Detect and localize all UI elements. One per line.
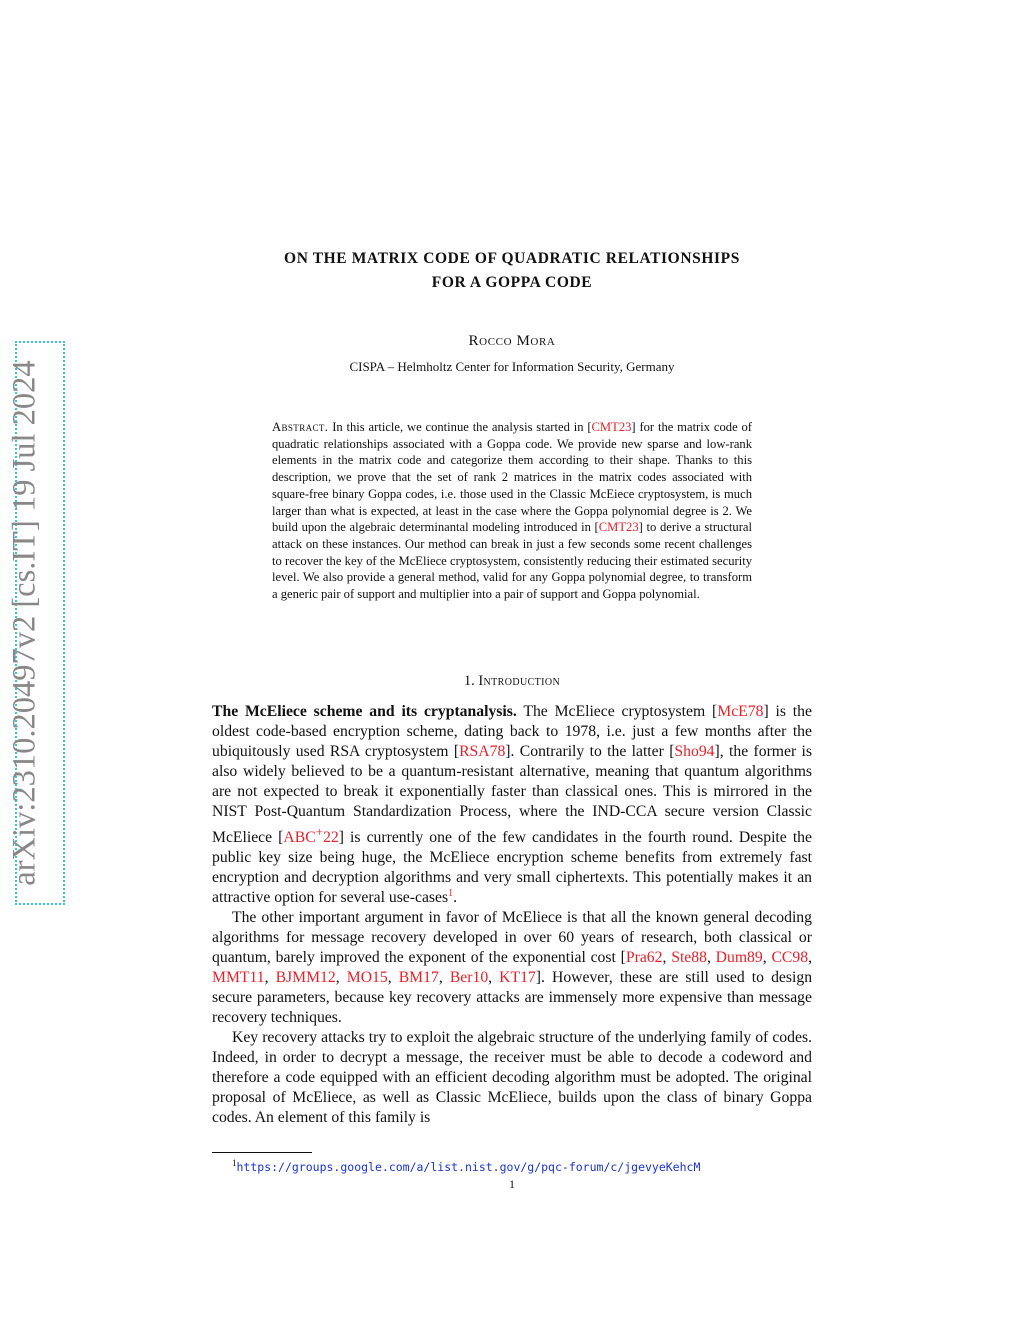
paragraph — [212, 702, 812, 908]
paper-title — [212, 247, 812, 295]
citation-link[interactable]: Dum89 — [715, 949, 763, 967]
title-line-1: ON THE MATRIX CODE OF QUADRATIC RELATIONSHIPS — [284, 250, 740, 267]
citation-separator: , — [706, 949, 716, 967]
abstract-text: ] for the matrix code of quadratic relationships associated with a Goppa code. We provide new sparse and low-rank elements in the matrix code and categorize them according to their shape. Thanks to this description, we prove that the set of rank 2 matrices in the matrix codes associated with square-free binary Goppa codes, i.e. those used in the Classic McEiece cryptosystem, is much larger than what is expected, at least in the case where the Goppa polynomial degree is 2. We build upon the algebraic determinantal modeling introduced in [ — [272, 420, 752, 535]
section-heading — [212, 673, 812, 690]
abstract-text: In this article, we continue the analysis started in [ — [328, 420, 592, 434]
citation-separator: , — [387, 969, 399, 987]
paragraph-text: ]. However, these are still used to design secure parameters, because key recovery attacks are immensely more expensive than message recovery techniques. — [212, 969, 813, 1027]
citation-separator: , — [808, 949, 812, 967]
citation-link[interactable]: Ber10 — [449, 969, 489, 987]
citation-link[interactable]: Sho94 — [674, 743, 715, 760]
paragraph-text: ] is currently one of the few candidates in the fourth round. Despite the public key size being huge, the McEliece encryption scheme benefits from extremely fast encryption and decryption algorithms and very small ciphertexts. This potentially makes it an attractive option for several use-cases — [212, 829, 812, 907]
author-name: Rocco Mora — [468, 333, 556, 349]
abstract-text: ] to derive a structural attack on these instances. Our method can break in just a few seconds some recent challenges to recover the key of the McEliece cryptosystem, consistently reducing their estimated security level. We also provide a general method, valid for any Goppa polynomial degree, to transform a generic pair of support and multiplier into a pair of support and Goppa polynomial. — [272, 520, 752, 602]
citation-separator: , — [662, 949, 672, 967]
citation-text: ABC — [283, 829, 316, 847]
section-title: Introduction — [478, 673, 561, 689]
citation-superscript: + — [315, 824, 324, 839]
citation-separator: , — [488, 969, 500, 987]
citation-link[interactable]: MO15 — [346, 969, 388, 987]
citation-text: 22 — [323, 829, 339, 847]
citation-link[interactable]: BJMM12 — [275, 969, 336, 987]
paragraph-text: The other important argument in favor of McEliece is that all the known general decoding algorithms for message recovery developed in over 60 years of research, both classical or quantum, barely improved the exponent of the exponential cost [ — [212, 909, 812, 967]
footnote — [232, 1158, 700, 1174]
citation-link[interactable]: CMT23 — [598, 520, 639, 535]
citation-link[interactable]: Pra62 — [625, 949, 663, 967]
citation-link[interactable]: Ste88 — [671, 949, 707, 967]
paragraph-text: ] is the oldest code-based encryption scheme, dating back to 1978, i.e. just a few months after the ubiquitously used RSA cryptosystem [ — [212, 703, 812, 760]
paragraph-text: ]. Contrarily to the latter [ — [505, 743, 675, 760]
paragraph — [212, 908, 812, 1028]
paragraph-text: ], the former is also widely believed to be a quantum-resistant alternative, meaning that quantum algorithms are not expected to break it exponentially faster than classical ones. This is mirrored in the NIST Post-Quantum Standardization Process, where the IND-CCA secure version Classic McEliece [ — [212, 743, 812, 847]
citation-separator: , — [335, 969, 347, 987]
citation-separator: , — [762, 949, 772, 967]
citation-link[interactable]: RSA78 — [459, 743, 506, 760]
paragraph-text: . — [453, 889, 458, 907]
citation-link[interactable]: McE78 — [717, 703, 764, 720]
paragraph-text: The McEliece cryptosystem [ — [516, 703, 718, 720]
arxiv-stamp: arXiv:2310.20497v2 [cs.IT] 19 Jul 2024 — [6, 360, 43, 886]
citation-link[interactable]: KT17 — [499, 969, 536, 987]
citation-separator: , — [438, 969, 450, 987]
paragraph-heading: The McEliece scheme and its cryptanalysis. — [212, 703, 517, 720]
body-text — [212, 702, 812, 1128]
footnote-mark[interactable]: 1 — [448, 888, 454, 899]
citation-link[interactable]: BM17 — [398, 969, 439, 987]
section-number: 1. — [463, 673, 475, 689]
paragraph: Key recovery attacks try to exploit the algebraic structure of the underlying family of codes. Indeed, in order to decrypt a message, the receiver must be able to decode a codeword and therefore a code equipped with an efficient decoding algorithm must be adopted. The original proposal of McEliece, as well as Classic McEliece, builds upon the class of binary Goppa codes. An element of this family is — [212, 1029, 812, 1127]
citation-link[interactable]: MMT11 — [212, 969, 265, 987]
page-number: 1 — [509, 1177, 515, 1191]
footnote-rule — [212, 1152, 312, 1153]
citation-link[interactable]: CMT23 — [591, 420, 632, 434]
abstract-label: Abstract. — [272, 420, 329, 434]
footnote-number: 1 — [232, 1158, 237, 1168]
author-affiliation: CISPA – Helmholtz Center for Information Security, Germany — [349, 359, 675, 374]
citation-separator: , — [264, 969, 276, 987]
citation-link[interactable]: CC98 — [771, 949, 809, 967]
citation-link[interactable] — [283, 824, 339, 847]
footnote-url-link[interactable]: https://groups.google.com/a/list.nist.gov/g/pqc-forum/c/jgevyeKehcM — [236, 1159, 701, 1174]
title-line-2: FOR A GOPPA CODE — [431, 274, 593, 291]
abstract — [272, 419, 752, 603]
